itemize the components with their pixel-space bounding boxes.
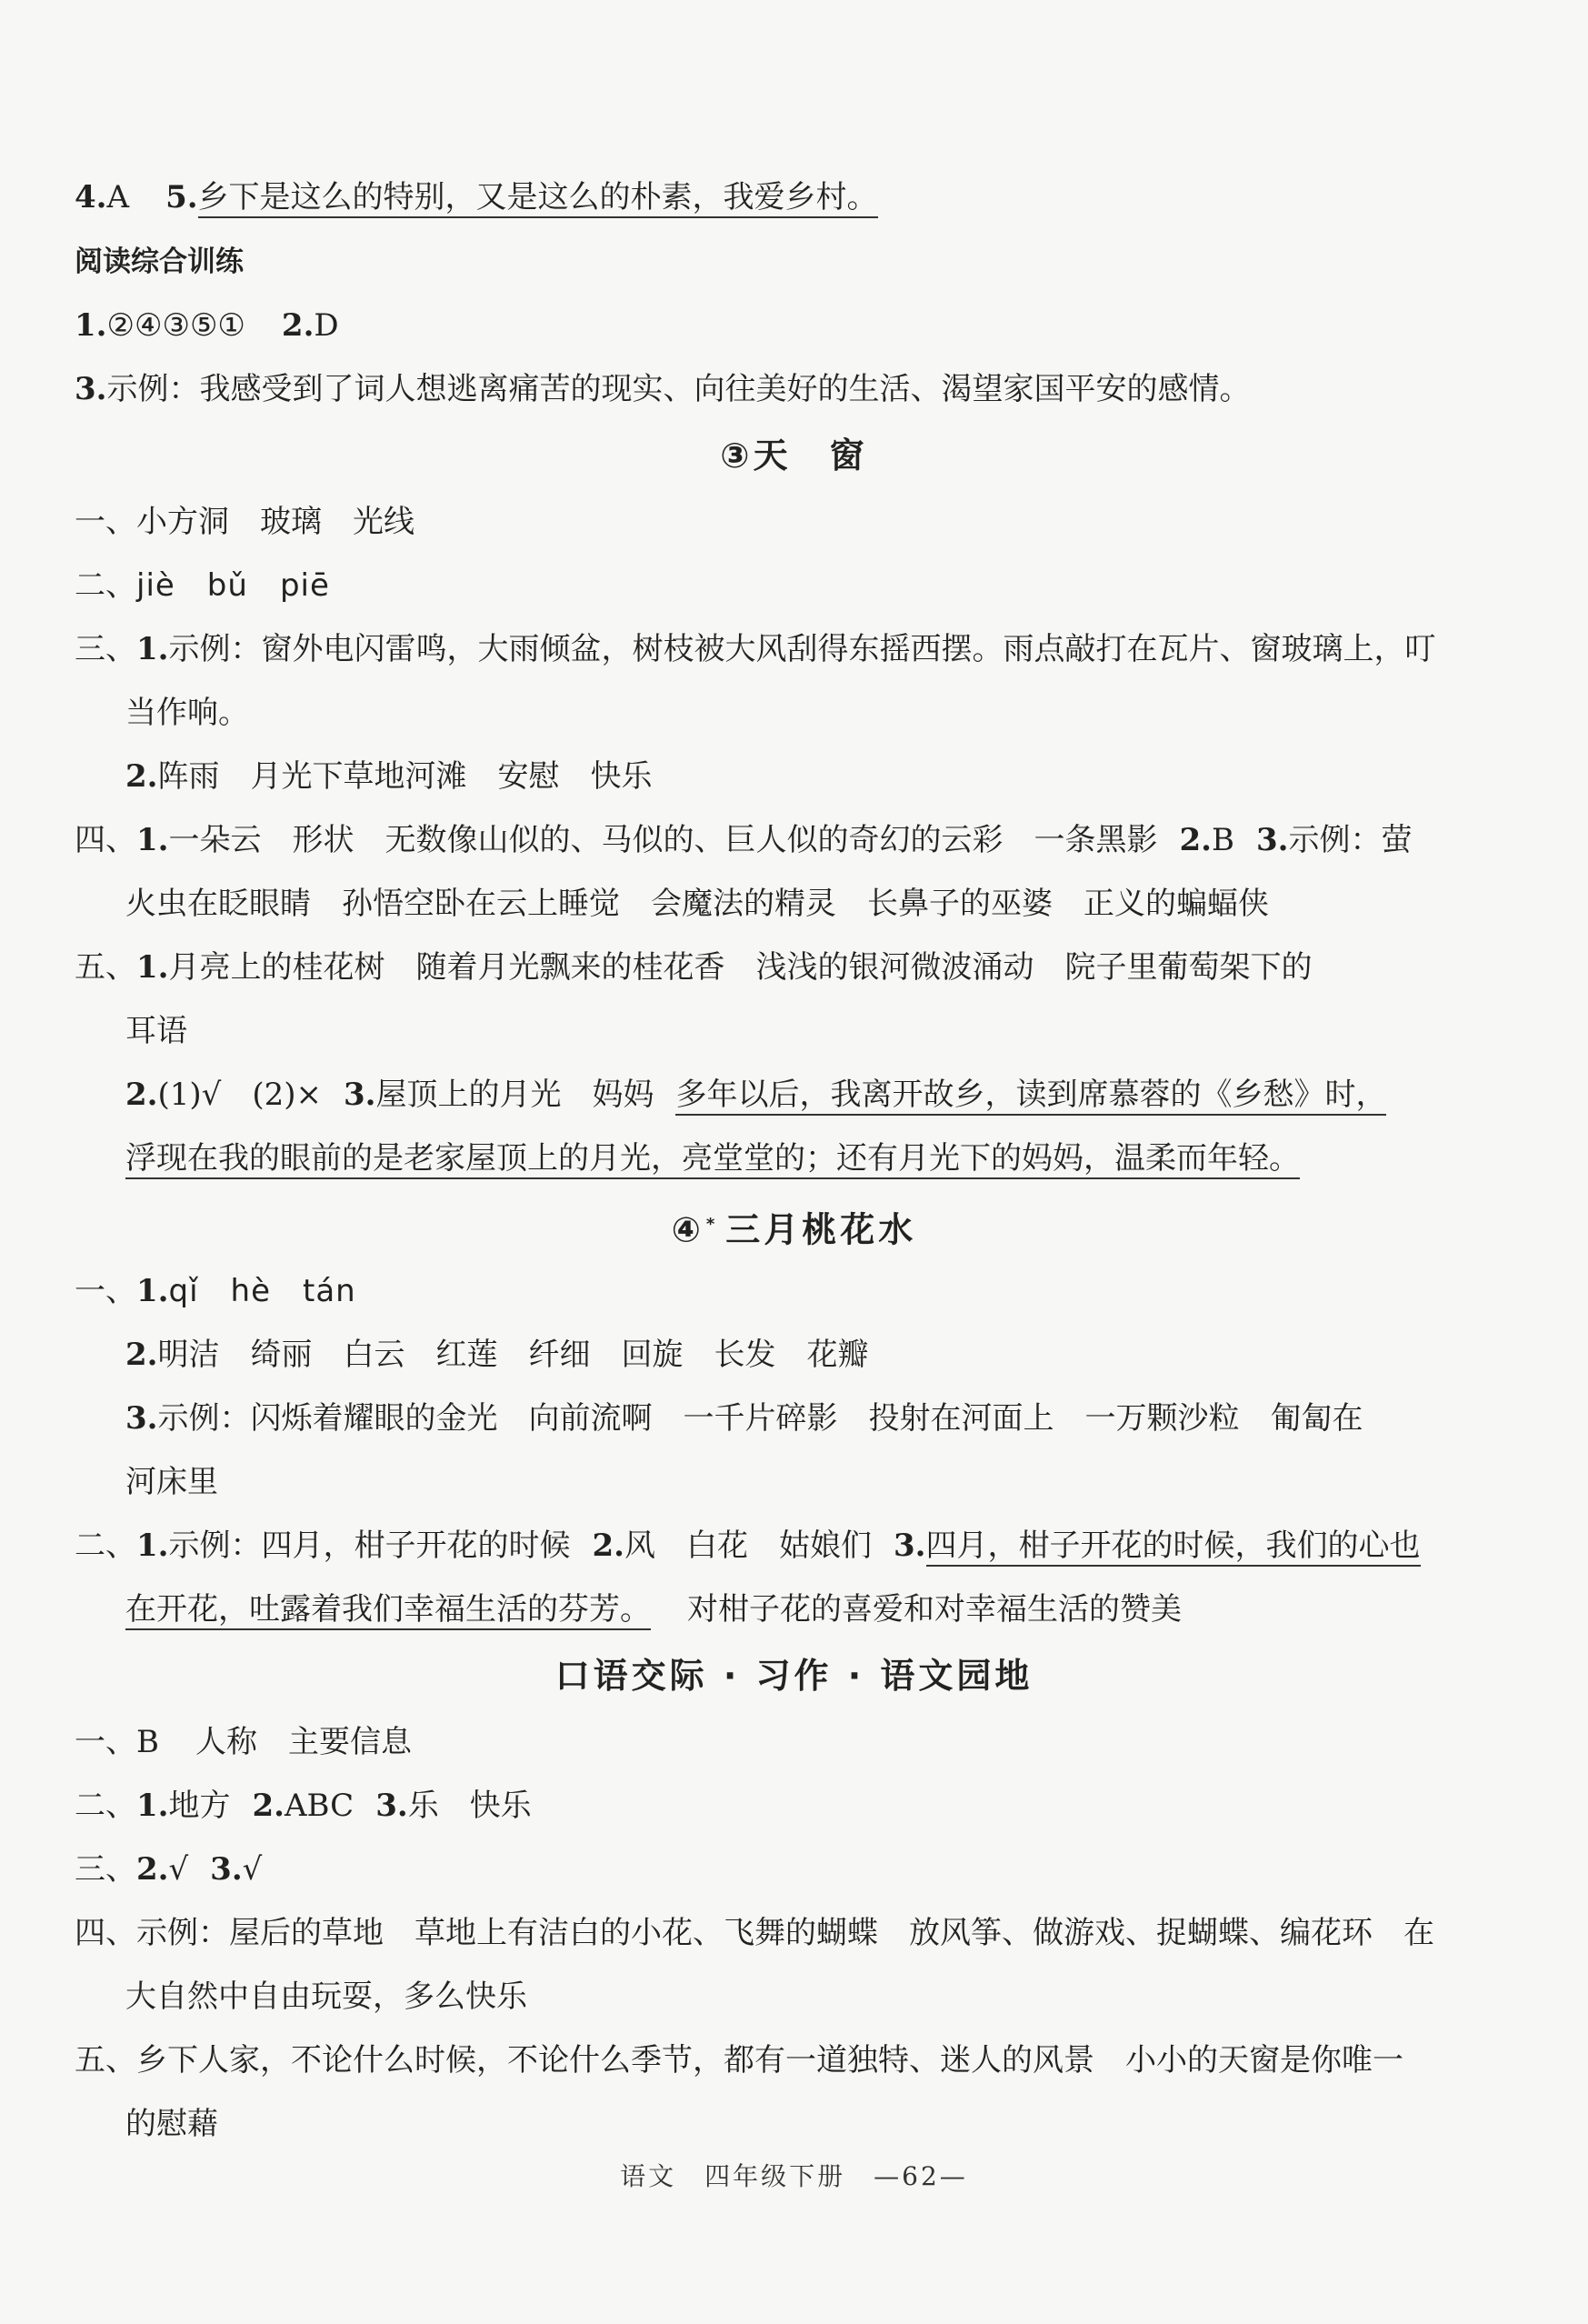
q-number: 3. [1256,822,1289,858]
answer-line [75,946,1513,989]
answer-text: 示例：闪烁着耀眼的金光 向前流啊 一千片碎影 投射在河面上 一万颗沙粒 匍匐在 [157,1400,1363,1437]
answer-line [125,1333,1513,1377]
answer-line [125,1588,1513,1631]
underlined-answer: 乡下是这么的特别，又是这么的朴素，我爱乡村。 [198,179,878,218]
section-title: 阅读综合训练 [75,245,244,278]
q-number: 2. [281,307,315,344]
answer-text: 乡下人家，不论什么时候，不论什么季节，都有一道独特、迷人的风景 小小的天窗是你唯一 [136,2042,1403,2079]
answer-line: 的慰藉 [125,2106,218,2142]
section-number: 四、 [75,1915,136,1951]
section-number: 五、 [75,949,136,986]
answer-line [75,1269,1513,1313]
q-number: 1. [136,631,169,667]
answer-line [75,2039,1513,2082]
answer-text: 示例：屋后的草地 草地上有洁白的小花、飞舞的蝴蝶 放风筝、做游戏、捉蝴蝶、编花环 在 [136,1915,1434,1951]
lesson-heading [0,1202,1588,1253]
answer-text: 明洁 绮丽 白云 红莲 纤细 回旋 长发 花瓣 [157,1337,869,1373]
answer-text: D [314,307,339,344]
q-number: 2. [1179,822,1212,858]
lesson-number: ④ [671,1209,704,1250]
answer-text: A [106,179,130,215]
answer-text: 阵雨 月光下草地河滩 安慰 快乐 [157,758,653,795]
pinyin-answer: qǐ hè tán [168,1273,356,1309]
answer-line [75,304,1513,347]
section-number: 三、 [75,631,136,667]
section-number: 二、 [75,567,136,604]
pinyin-answer: jiè bǔ piē [136,567,330,604]
answer-text: B [1212,822,1234,858]
underlined-answer: 多年以后，我离开故乡，读到席慕蓉的《乡愁》时， [675,1077,1386,1116]
answer-text: 乐 快乐 [407,1788,532,1824]
q-number: 1. [136,822,169,858]
underlined-answer: 在开花，吐露着我们幸福生活的芬芳。 [125,1591,651,1630]
answer-text: ②④③⑤① [106,307,245,344]
lesson-heading: ③天 窗 [720,436,868,476]
answer-text: 对柑子花的喜爱和对幸福生活的赞美 [687,1591,1182,1628]
answer-text: 示例：我感受到了词人想逃离痛苦的现实、向往美好的生活、渴望家国平安的感情。 [106,371,1251,407]
q-number: 1. [136,949,169,986]
q-number: 2. [136,1851,169,1888]
q-number: 2. [125,1337,158,1373]
answer-line [75,1720,1513,1764]
answer-text: √ [242,1851,263,1888]
answer-line [75,367,1513,411]
answer-line [75,564,1513,607]
answer-text: 示例：萤 [1288,822,1413,858]
q-number: 3. [375,1788,408,1824]
answer-line: 一、小方洞 玻璃 光线 [75,504,414,540]
answer-line [75,175,1513,219]
answer-line: 火虫在眨眼睛 孙悟空卧在云上睡觉 会魔法的精灵 长鼻子的巫婆 正义的蝙蝠侠 [125,886,1269,922]
answer-text: 人称 主要信息 [195,1724,412,1760]
q-number: 2. [592,1528,624,1564]
answer-text: 月亮上的桂花树 随着月光飘来的桂花香 浅浅的银河微波涌动 院子里葡萄架下的 [168,949,1313,986]
q-number: 3. [894,1528,926,1564]
section-number: 四、 [75,822,136,858]
section-number: 三、 [75,1851,136,1888]
section-number: 二、 [75,1788,136,1824]
section-number: 五、 [75,2042,136,2079]
answer-text: 地方 [168,1788,231,1824]
answer-text: 示例：四月，柑子开花的时候 [168,1528,571,1564]
q-number: 5. [165,179,198,215]
q-number: 1. [136,1788,169,1824]
q-number: 1. [136,1528,169,1564]
section-number: 一、 [75,1273,136,1309]
answer-line [75,1784,1513,1828]
answer-text: 一朵云 形状 无数像山似的、马似的、巨人似的奇幻的云彩 一条黑影 [168,822,1158,858]
q-number: 1. [75,307,107,344]
answer-line [125,1397,1513,1440]
answer-line [125,755,1513,798]
q-number: 4. [75,179,107,215]
q-number: 2. [252,1788,285,1824]
answer-line [75,1524,1513,1568]
q-number: 2. [125,758,158,795]
answer-line: 当作响。 [125,695,249,731]
underlined-answer: 四月，柑子开花的时候，我们的心也 [926,1528,1421,1567]
answer-line [75,818,1513,862]
q-number: 3. [343,1077,376,1113]
answer-text: 风 白花 姑娘们 [624,1528,872,1564]
answer-text: 示例：窗外电闪雷鸣，大雨倾盆，树枝被大风刮得东摇西摆。雨点敲打在瓦片、窗玻璃上，叮 [168,631,1436,667]
q-number: 3. [75,371,107,407]
q-number: 3. [125,1400,158,1437]
answer-line [125,1073,1513,1117]
answer-line: 河床里 [125,1464,218,1500]
answer-text: 屋顶上的月光 妈妈 [375,1077,654,1113]
answer-line [125,1137,1513,1180]
answer-text: (1)√ (2)× [157,1077,322,1113]
page-footer: 语文 四年级下册 —62— [620,2161,968,2191]
q-number: 1. [136,1273,169,1309]
answer-line [75,1848,1513,1891]
optional-lesson-mark: * [705,1215,719,1234]
q-number: 2. [125,1077,158,1113]
answer-text: B [136,1724,159,1760]
answer-text: √ [168,1851,189,1888]
answer-line [75,627,1513,671]
answer-line: 耳语 [125,1013,187,1049]
answer-line [75,1911,1513,1955]
lesson-title: 三月桃花水 [725,1209,917,1250]
section-number: 一、 [75,1724,136,1760]
answer-text: ABC [285,1788,355,1824]
answer-line: 大自然中自由玩耍，多么快乐 [125,1978,527,2015]
section-number: 二、 [75,1528,136,1564]
underlined-answer: 浮现在我的眼前的是老家屋顶上的月光，亮堂堂的；还有月光下的妈妈，温柔而年轻。 [125,1140,1300,1179]
section-heading: 口语交际 · 习作 · 语文园地 [554,1656,1034,1696]
q-number: 3. [210,1851,243,1888]
